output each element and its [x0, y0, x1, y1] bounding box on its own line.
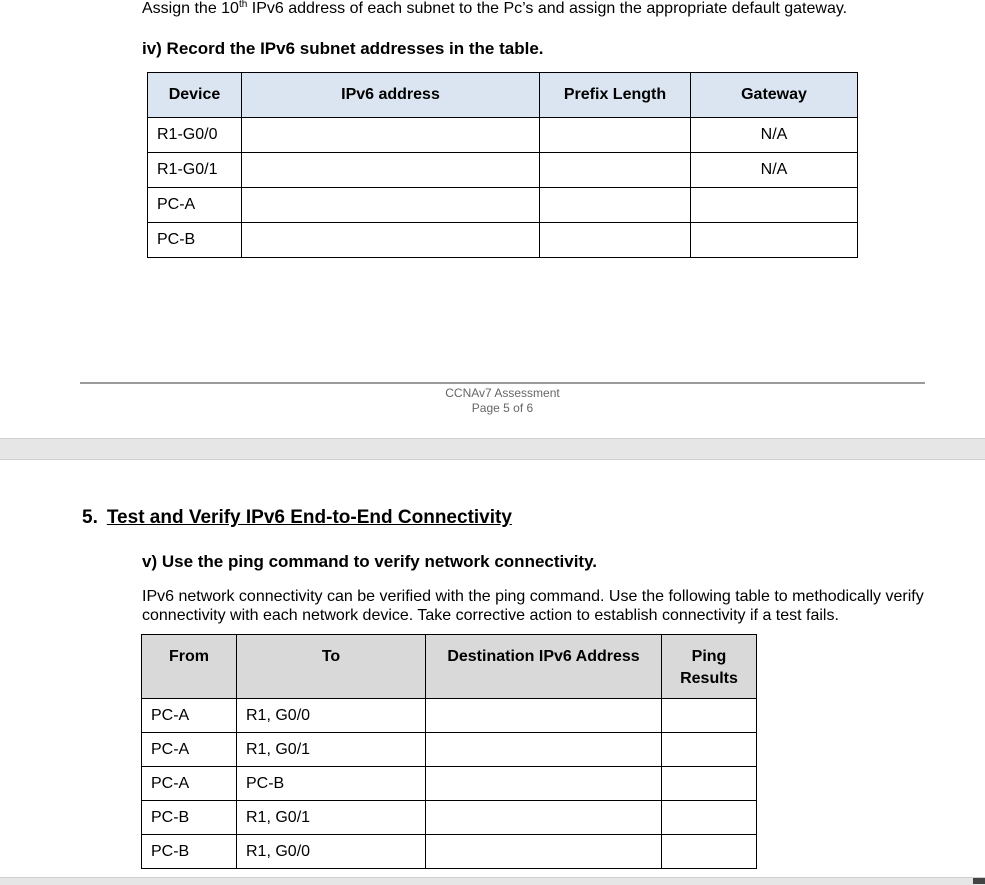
- section-iv-heading: iv) Record the IPv6 subnet addresses in the table.: [142, 39, 544, 58]
- gateway-instruction: [142, 0, 847, 18]
- ping-result-cell[interactable]: [662, 699, 757, 733]
- gateway-cell[interactable]: [691, 188, 858, 223]
- ping-result-cell[interactable]: [662, 733, 757, 767]
- table-row: [142, 835, 757, 869]
- ipv6-address-cell[interactable]: [242, 118, 540, 153]
- destination-cell[interactable]: [426, 801, 662, 835]
- instruction-paragraph: IPv6 network connectivity can be verified with the ping command. Use the following table to methodically verify connectivity with each network device. Take corrective action to establish connectivity if a test fails.: [142, 588, 924, 624]
- prefix-length-cell[interactable]: [540, 118, 691, 153]
- header-ping-results: Ping Results: [662, 635, 757, 699]
- to-cell: R1, G0/1: [237, 733, 426, 767]
- header-gateway: Gateway: [691, 73, 858, 118]
- device-cell: PC-A: [148, 188, 242, 223]
- page-number: Page 5 of 6: [471, 401, 534, 415]
- ipv6-address-cell[interactable]: [242, 223, 540, 258]
- gateway-cell: N/A: [691, 118, 858, 153]
- scrollbar-thumb[interactable]: [973, 878, 985, 884]
- section-v-heading: v) Use the ping command to verify network connectivity.: [142, 552, 597, 571]
- header-destination-ipv6: Destination IPv6 Address: [426, 635, 662, 699]
- destination-cell[interactable]: [426, 699, 662, 733]
- header-prefix-length: Prefix Length: [540, 73, 691, 118]
- from-cell: PC-B: [142, 835, 237, 869]
- to-cell: R1, G0/0: [237, 835, 426, 869]
- footer-divider: [80, 382, 925, 384]
- footer-title: CCNAv7 Assessment: [445, 386, 560, 400]
- section-title: Test and Verify IPv6 End-to-End Connectivity: [106, 507, 512, 528]
- ping-test-table: [141, 634, 757, 869]
- section-5-heading: [82, 507, 512, 529]
- destination-cell[interactable]: [426, 733, 662, 767]
- to-cell: R1, G0/1: [237, 801, 426, 835]
- destination-cell[interactable]: [426, 767, 662, 801]
- from-cell: PC-B: [142, 801, 237, 835]
- table-row: [148, 118, 858, 153]
- device-cell: R1-G0/0: [148, 118, 242, 153]
- ping-result-cell[interactable]: [662, 767, 757, 801]
- prefix-length-cell[interactable]: [540, 153, 691, 188]
- table-row: [148, 153, 858, 188]
- to-cell: PC-B: [237, 767, 426, 801]
- device-cell: PC-B: [148, 223, 242, 258]
- header-from: From: [142, 635, 237, 699]
- prefix-length-cell[interactable]: [540, 223, 691, 258]
- instruction-pre: Assign the 10: [142, 0, 239, 17]
- from-cell: PC-A: [142, 767, 237, 801]
- from-cell: PC-A: [142, 733, 237, 767]
- ipv6-address-table: [147, 72, 858, 258]
- device-cell: R1-G0/1: [148, 153, 242, 188]
- header-to: To: [237, 635, 426, 699]
- table-header-row: [142, 635, 757, 699]
- prefix-length-cell[interactable]: [540, 188, 691, 223]
- ipv6-address-cell[interactable]: [242, 153, 540, 188]
- header-device: Device: [148, 73, 242, 118]
- ping-result-cell[interactable]: [662, 801, 757, 835]
- from-cell: PC-A: [142, 699, 237, 733]
- gateway-cell[interactable]: [691, 223, 858, 258]
- table-row: [142, 699, 757, 733]
- gateway-cell: N/A: [691, 153, 858, 188]
- section-number: 5.: [82, 507, 98, 528]
- table-header-row: [148, 73, 858, 118]
- table-row: [148, 188, 858, 223]
- page-break-gap: [0, 438, 985, 460]
- to-cell: R1, G0/0: [237, 699, 426, 733]
- instruction-post: IPv6 address of each subnet to the Pc’s and assign the appropriate default gateway.: [247, 0, 848, 17]
- table-row: [142, 767, 757, 801]
- ping-result-cell[interactable]: [662, 835, 757, 869]
- instruction-sup: th: [238, 0, 248, 10]
- page-footer: [380, 386, 625, 416]
- table-row: [148, 223, 858, 258]
- ipv6-address-cell[interactable]: [242, 188, 540, 223]
- header-ipv6-address: IPv6 address: [242, 73, 540, 118]
- table-row: [142, 733, 757, 767]
- table-row: [142, 801, 757, 835]
- destination-cell[interactable]: [426, 835, 662, 869]
